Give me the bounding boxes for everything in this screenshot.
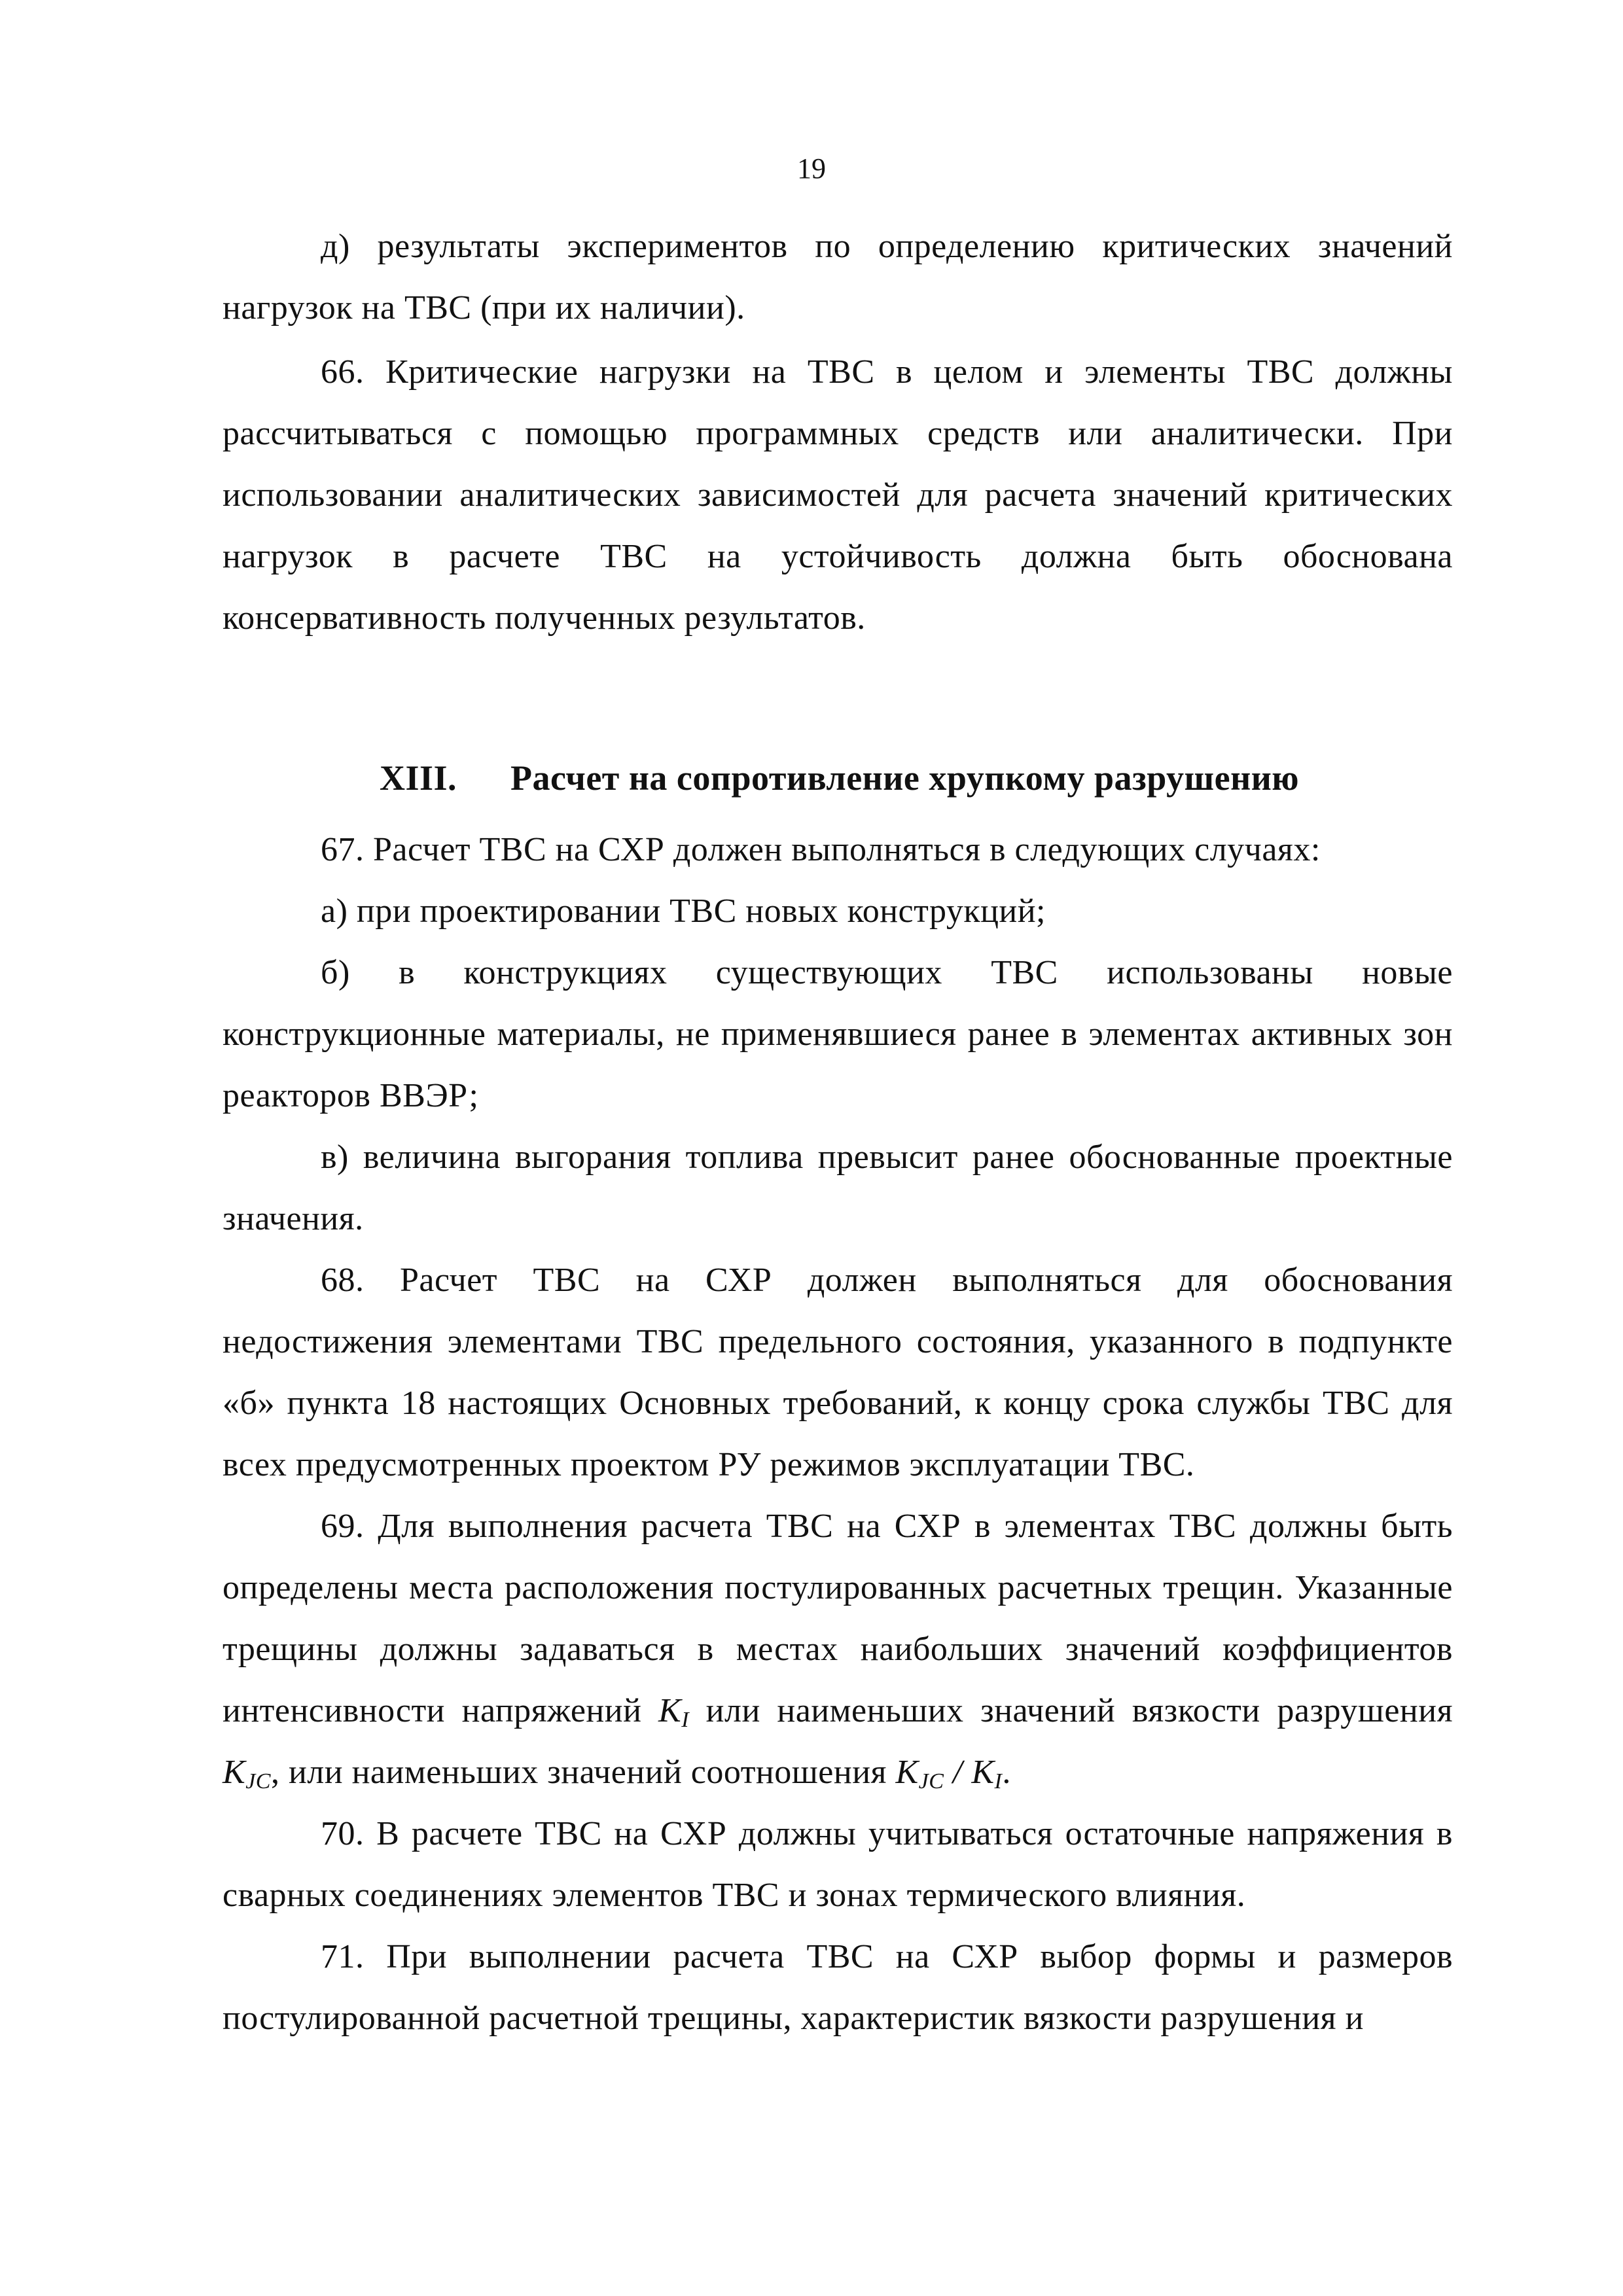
paragraph-69-text-4: . [1002,1754,1011,1791]
paragraph-71: 71. При выполнении расчета ТВС на СХР выбор формы и размеров постулированной расчетной трещины, характеристик вязкости разрушения и [223,1938,1453,2037]
paragraph-66: 66. Критические нагрузки на ТВС в целом и элементы ТВС должны рассчитываться с помощью программных средств или аналитически. При использовании аналитических зависимостей для расчета значений критических нагрузок в расчете ТВС на устойчивость должна быть обоснована консервативность полученных результатов. [223,353,1453,637]
paragraph-67-v: в) величина выгорания топлива превысит ранее обоснованные проектные значения. [223,1139,1453,1237]
symbol-k-jc: $K_{JC}$ [223,1754,271,1793]
section-title: Расчет на сопротивление хрупкому разрушению [510,758,1300,798]
paragraph-d: д) результаты экспериментов по определению критических значений нагрузок на ТВС (при их наличии). [223,228,1453,327]
symbol-ratio-kjc-ki: $K_{JC} / K_I$ [895,1754,1003,1793]
paragraph-69-text-1: 69. Для выполнения расчета ТВС на СХР в элементах ТВС должны быть определены места расположения постулированных расчетных трещин. Указанные трещины должны задаваться в местах наибольших значений коэффициентов интенсивности напряжений [223,1508,1453,1729]
paragraph-69-text-3: , или наименьших значений соотношения [270,1754,896,1791]
paragraph-70: 70. В расчете ТВС на СХР должны учитываться остаточные напряжения в сварных соединениях элементов ТВС и зонах термического влияния. [223,1815,1453,1914]
section-heading [223,747,1453,809]
paragraph-69 [223,1496,1453,1803]
symbol-k-i: $K_I$ [658,1692,690,1732]
paragraph-68: 68. Расчет ТВС на СХР должен выполняться для обоснования недостижения элементами ТВС предельного состояния, указанного в подпункте «б» пункта 18 настоящих Основных требований, к концу срока службы ТВС для всех предусмотренных проектом РУ режимов эксплуатации ТВС. [223,1262,1453,1483]
document-body [223,216,1453,2049]
paragraph-67: 67. Расчет ТВС на СХР должен выполняться в следующих случаях: [321,831,1321,868]
paragraph-67-b: б) в конструкциях существующих ТВС использованы новые конструкционные материалы, не применявшиеся ранее в элементах активных зон реакторов ВВЭР; [223,954,1453,1114]
section-number: XIII. [380,758,457,798]
paragraph-67-a: а) при проектировании ТВС новых конструкций; [321,892,1046,930]
page-number: 19 [797,152,826,185]
paragraph-69-text-2: или наименьших значений вязкости разрушения [689,1692,1453,1729]
